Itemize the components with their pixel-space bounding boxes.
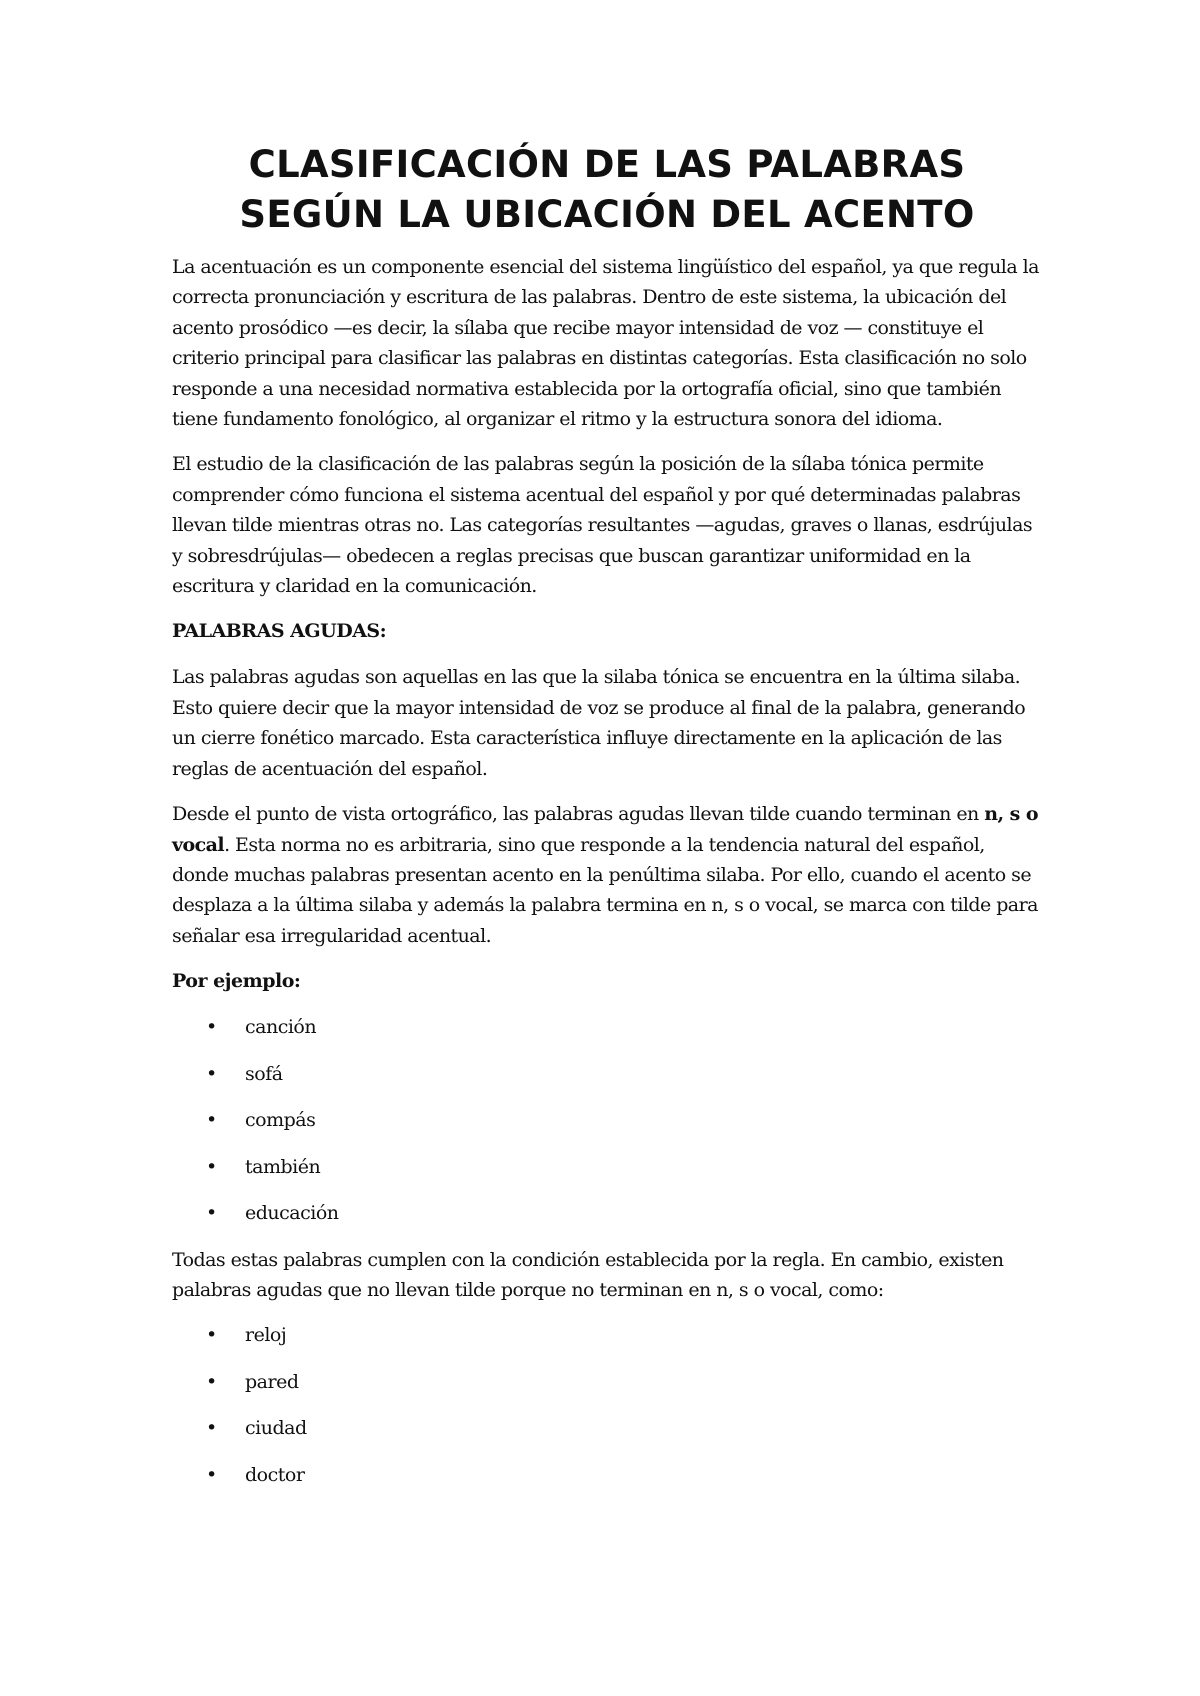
list-item: [172, 1152, 1042, 1182]
intro-paragraph-2: El estudio de la clasificación de las palabras según la posición de la sílaba tónica permite comprender cómo funciona el sistema acentual del español y por qué determinadas palabras llevan tilde mientras otras no. Las categorías resultantes —agudas, graves o llanas, esdrújulas y sobresdrújulas— obedecen a reglas precisas que buscan garantizar uniformidad en la escritura y claridad en la comunicación.: [172, 453, 1033, 598]
list-item-text: doctor: [245, 1463, 305, 1486]
list-item-text: sofá: [245, 1062, 283, 1085]
agudas-paragraph-2-end: . Esta norma no es arbitraria, sino que responde a la tendencia natural del español, donde muchas palabras presentan acento en la penúltima silaba. Por ello, cuando el acento se desplaza a la última silaba y además la palabra termina en n, s o vocal, se marca con tilde para señalar esa irregularidad acentual.: [172, 833, 1038, 947]
list-item: [172, 1320, 1042, 1350]
list-item-text: reloj: [245, 1324, 287, 1347]
examples-without-tilde-list: [172, 1320, 1042, 1490]
list-item-text: también: [245, 1155, 321, 1178]
list-item: [172, 1059, 1042, 1089]
agudas-paragraph-2-start: Desde el punto de vista ortográfico, las palabras agudas llevan tilde cuando terminan en: [172, 803, 979, 826]
agudas-rule-emphasis: n, s o vocal: [172, 803, 1038, 856]
contrast-paragraph: Todas estas palabras cumplen con la condición establecida por la regla. En cambio, existen palabras agudas que no llevan tilde porque no terminan en n, s o vocal, como:: [172, 1248, 1004, 1302]
bullet-icon: •: [206, 1324, 217, 1347]
list-item-text: compás: [245, 1109, 316, 1132]
bullet-icon: •: [206, 1417, 217, 1440]
title-line-1: CLASIFICACIÓN DE LAS PALABRAS: [248, 143, 966, 186]
bullet-icon: •: [206, 1016, 217, 1039]
list-item: [172, 1367, 1042, 1397]
example-label: Por ejemplo:: [172, 970, 301, 993]
list-item: [172, 1012, 1042, 1042]
bullet-icon: •: [206, 1155, 217, 1178]
intro-paragraph-1: La acentuación es un componente esencial del sistema lingüístico del español, ya que regula la correcta pronunciación y escritura de las palabras. Dentro de este sistema, la ubicación del acento prosódico —es decir, la sílaba que recibe mayor intensidad de voz — constituye el criterio principal para clasificar las palabras en distintas categorías. Esta clasificación no solo responde a una necesidad normativa establecida por la ortografía oficial, sino que también tiene fundamento fonológico, al organizar el ritmo y la estructura sonora del idioma.: [172, 256, 1039, 431]
list-item-text: educación: [245, 1202, 339, 1225]
bullet-icon: •: [206, 1463, 217, 1486]
bullet-icon: •: [206, 1202, 217, 1225]
bullet-icon: •: [206, 1062, 217, 1085]
list-item: [172, 1413, 1042, 1443]
list-item-text: ciudad: [245, 1417, 307, 1440]
examples-with-tilde-list: [172, 1012, 1042, 1228]
list-item: [172, 1460, 1042, 1490]
agudas-paragraph-2: [172, 799, 1042, 951]
title-line-2: SEGÚN LA UBICACIÓN DEL ACENTO: [239, 193, 975, 236]
bullet-icon: •: [206, 1370, 217, 1393]
agudas-paragraph-1: Las palabras agudas son aquellas en las que la silaba tónica se encuentra en la última silaba. Esto quiere decir que la mayor intensidad de voz se produce al final de la palabra, generando un cierre fonético marcado. Esta característica influye directamente en la aplicación de las reglas de acentuación del español.: [172, 666, 1026, 780]
section-heading-agudas: PALABRAS AGUDAS:: [172, 620, 387, 643]
list-item: [172, 1198, 1042, 1228]
document-title: [172, 140, 1042, 240]
list-item: [172, 1105, 1042, 1135]
document-page: [172, 140, 1042, 1506]
list-item-text: pared: [245, 1370, 299, 1393]
list-item-text: canción: [245, 1016, 317, 1039]
bullet-icon: •: [206, 1109, 217, 1132]
